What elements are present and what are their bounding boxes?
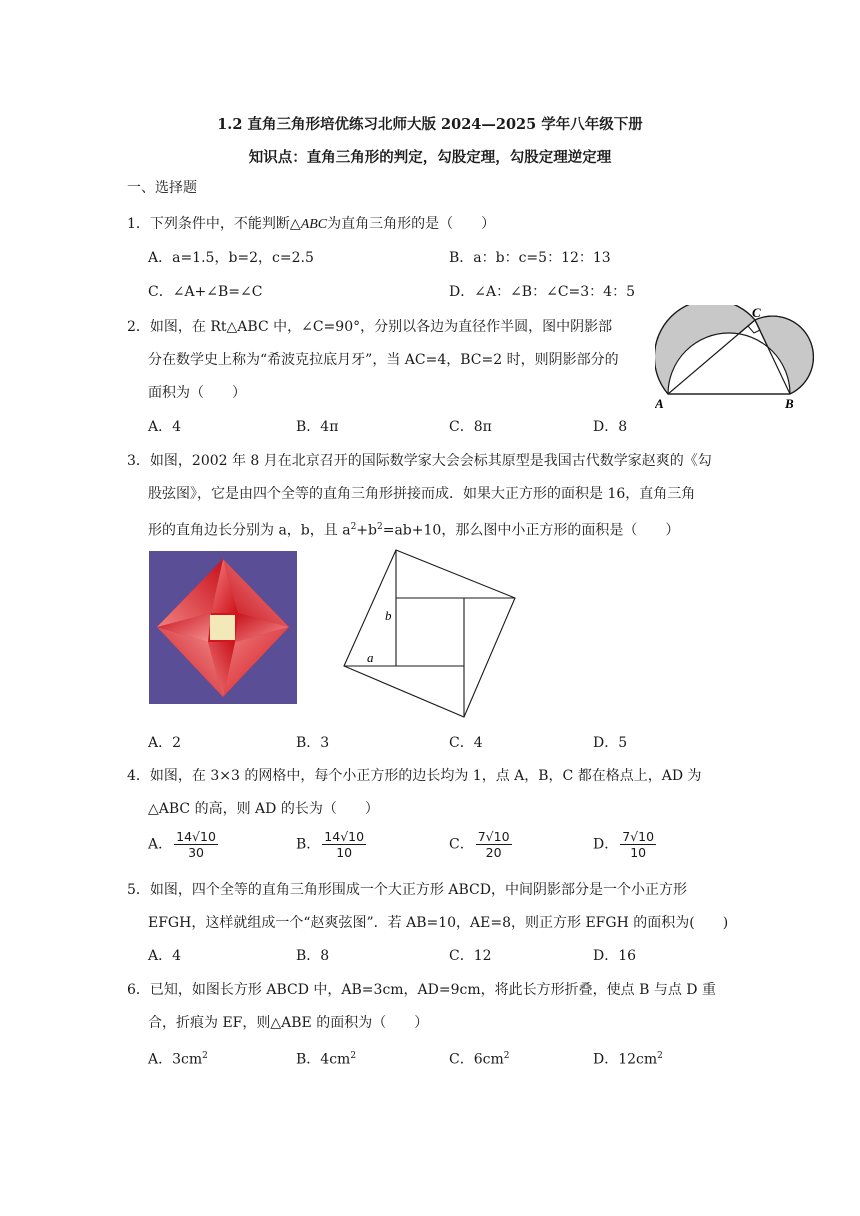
q6-option-a: A．$3cm^2$ — [148, 1051, 208, 1068]
q6-option-b: B．$4cm^2$ — [296, 1051, 357, 1068]
q3-stem-line2: 股弦图》，它是由四个全等的直角三角形拼接而成．如果大正方形的面积是 16，直角三角 — [148, 486, 696, 502]
q3-option-d: D．5 — [593, 735, 628, 751]
q2-label-c: C — [752, 305, 761, 320]
q2-stem-line3: 面积为（ ） — [148, 385, 246, 401]
q2-label-b: B — [785, 396, 794, 411]
q4-option-b: B． $\frac{14√10}{10}$ — [296, 829, 365, 860]
q3-emblem-image — [149, 551, 297, 704]
q3-stem-line1: 3．如图，2002 年 8 月在北京召开的国际数学家大会会标其原型是我国古代数学家赵爽的《勾 — [127, 453, 712, 469]
q6-stem-line2: 合，折痕为 EF，则△ABE 的面积为（ ） — [148, 1015, 429, 1031]
q5-option-c: C．12 — [449, 948, 492, 964]
q5-option-a: A．4 — [148, 948, 182, 964]
q3-label-b: b — [385, 608, 392, 623]
q2-option-c: C．8π — [449, 419, 492, 435]
q5-option-d: D．16 — [593, 948, 637, 964]
q1-stem: 1．下列条件中，不能判断△ABC为直角三角形的是（ ） — [127, 216, 496, 232]
q2-option-d: D．8 — [593, 419, 628, 435]
knowledge-points: 知识点：直角三角形的判定，勾股定理，勾股定理逆定理 — [248, 149, 612, 166]
q6-stem-line1: 6．已知，如图长方形 ABCD 中，AB=3cm，AD=9cm，将此长方形折叠，使点 B 与点 D 重 — [127, 982, 716, 998]
q2-stem-line1: 2．如图，在 Rt△ABC 中，∠C=90°，分别以各边为直径作半圆，图中阴影部 — [127, 319, 613, 335]
q2-stem-line2: 分在数学史上称为“希波克拉底月牙”，当 AC=4，BC=2 时，则阴影部分的 — [148, 352, 619, 368]
q3-option-b: B．3 — [296, 735, 330, 751]
q5-stem-line1: 5．如图，四个全等的直角三角形围成一个大正方形 ABCD，中间阴影部分是一个小正方形 — [127, 882, 687, 898]
q1-option-b: B．a：b：c=5：12：13 — [449, 250, 611, 266]
q4-stem-line2: △ABC 的高，则 AD 的长为（ ） — [148, 801, 379, 817]
q4-option-d: D． $\frac{7√10}{10}$ — [593, 829, 655, 860]
q4-stem-line1: 4．如图，在 3×3 的网格中，每个小正方形的边长均为 1，点 A，B，C 都在格点上，AD 为 — [127, 768, 702, 784]
q3-stem-line3: 形的直角边长分别为 a，b，且 $a^2+b^2=ab+10$，那么图中小正方形的面积是（ ） — [148, 522, 680, 539]
q3-option-a: A．2 — [148, 735, 182, 751]
q1-option-c: C．∠A+∠B=∠C — [148, 284, 263, 300]
q1-option-d: D．∠A：∠B：∠C=3：4：5 — [449, 284, 635, 300]
q4-option-c: C． $\frac{7√10}{20}$ — [449, 829, 510, 860]
q2-option-b: B．4π — [296, 419, 339, 435]
q3-label-a: a — [367, 650, 374, 665]
q6-option-d: D．$12cm^2$ — [593, 1051, 663, 1068]
page-title: 1.2 直角三角形培优练习北师大版 2024—2025 学年八年级下册 — [217, 116, 643, 133]
q3-option-c: C．4 — [449, 735, 483, 751]
q2-lune-figure — [655, 305, 820, 415]
section-heading: 一、选择题 — [127, 180, 197, 196]
q2-option-a: A．4 — [148, 419, 182, 435]
q5-option-b: B．8 — [296, 948, 330, 964]
q4-option-a: A． $\frac{14√10}{30}$ — [148, 829, 216, 860]
q1-option-a: A．a=1.5，b=2，c=2.5 — [148, 250, 314, 266]
q5-stem-line2: EFGH，这样就组成一个“赵爽弦图”．若 AB=10，AE=8，则正方形 EFGH 的面积为( ) — [148, 915, 729, 931]
q3-pythagorean-diagram — [340, 548, 522, 720]
q2-label-a: A — [655, 396, 664, 411]
q6-option-c: C．$6cm^2$ — [449, 1051, 510, 1068]
